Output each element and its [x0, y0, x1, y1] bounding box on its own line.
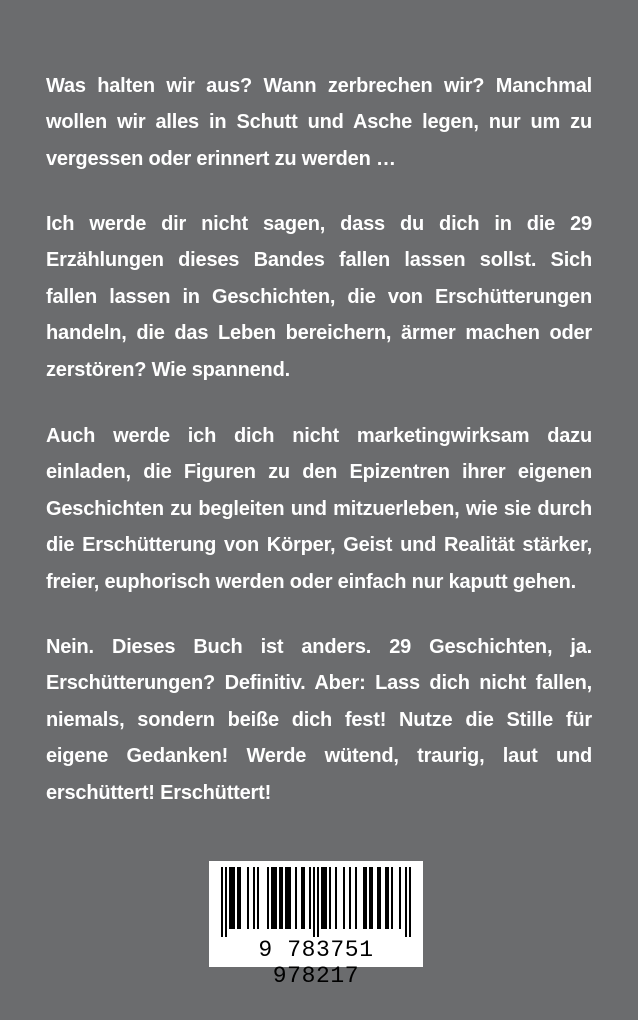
barcode-bar: [365, 867, 367, 929]
barcode-bar: [335, 867, 337, 929]
barcode-bars: [217, 867, 415, 937]
blurb-line: erschüttert! Erschüttert!: [46, 781, 272, 804]
blurb-paragraph-4: [46, 629, 592, 811]
barcode-bar: [343, 867, 345, 929]
barcode-bar: [409, 867, 411, 937]
barcode-bar: [349, 867, 351, 929]
blurb-paragraph-2: [46, 206, 592, 388]
barcode-bar: [257, 867, 259, 929]
barcode-bar: [363, 867, 365, 929]
blurb-line: eigene Gedanken! Werde wütend, traurig, laut und: [46, 745, 592, 768]
barcode-bar: [289, 867, 291, 929]
blurb-line: einladen, die Figuren zu den Epizentren ihrer eigenen: [46, 461, 592, 484]
blurb-line: Auch werde ich dich nicht marketingwirksam dazu: [46, 425, 592, 447]
barcode-bar: [321, 867, 323, 929]
blurb-line: Erschütterungen? Definitiv. Aber: Lass dich nicht fallen,: [46, 672, 592, 695]
barcode-bar: [399, 867, 401, 929]
barcode-bar: [317, 867, 319, 937]
barcode-bar: [405, 867, 407, 937]
barcode-bar: [239, 867, 241, 929]
barcode-bar: [301, 867, 303, 929]
barcode-bar: [225, 867, 227, 937]
barcode-bar: [279, 867, 281, 929]
barcode-bar: [387, 867, 389, 929]
blurb-line: die Erschütterung von Körper, Geist und Realität stärker,: [46, 534, 592, 557]
barcode-bar: [273, 867, 275, 929]
barcode-bar: [287, 867, 289, 929]
barcode-bar: [313, 867, 315, 937]
barcode-bar: [377, 867, 379, 929]
barcode-bar: [385, 867, 387, 929]
barcode-bar: [247, 867, 249, 929]
barcode-bar: [229, 867, 231, 929]
barcode-bar: [391, 867, 393, 929]
blurb-line: Erzählungen dieses Bandes fallen lassen sollst. Sich: [46, 249, 592, 272]
barcode-bar: [271, 867, 273, 929]
barcode-bar: [281, 867, 283, 929]
barcode-bar: [323, 867, 325, 929]
barcode-bar: [325, 867, 327, 929]
blurb-line: freier, euphorisch werden oder einfach nur kaputt gehen.: [46, 570, 577, 593]
barcode-bar: [295, 867, 297, 929]
blurb-line: handeln, die das Leben bereichern, ärmer machen oder: [46, 322, 592, 345]
blurb-line: Nein. Dieses Buch ist anders. 29 Geschichten, ja.: [46, 636, 592, 658]
blurb-line: zerstören? Wie spannend.: [46, 358, 290, 381]
barcode-bar: [371, 867, 373, 929]
barcode-bar: [369, 867, 371, 929]
blurb-line: wollen wir alles in Schutt und Asche legen, nur um zu: [46, 111, 592, 134]
barcode-bar: [267, 867, 269, 929]
blurb-line: niemals, sondern beiße dich fest! Nutze die Stille für: [46, 708, 592, 731]
barcode-bar: [233, 867, 235, 929]
barcode-bar: [309, 867, 311, 929]
barcode-bar: [221, 867, 223, 937]
barcode-bar: [253, 867, 255, 929]
barcode-bar: [303, 867, 305, 929]
blurb-paragraph-1: [46, 68, 592, 177]
barcode-bar: [379, 867, 381, 929]
barcode-bar: [275, 867, 277, 929]
isbn-digits: 9 783751 978217: [258, 937, 374, 989]
barcode-bar: [285, 867, 287, 929]
blurb-line: Geschichten zu begleiten und mitzuerleben, wie sie durch: [46, 497, 592, 520]
barcode-bar: [329, 867, 331, 929]
blurb-paragraph-3: [46, 418, 592, 600]
barcode-bar: [237, 867, 239, 929]
barcode-bar: [355, 867, 357, 929]
blurb-line: fallen lassen in Geschichten, die von Erschütterungen: [46, 285, 592, 308]
blurb-line: Ich werde dir nicht sagen, dass du dich in die 29: [46, 213, 592, 235]
blurb-line: Was halten wir aus? Wann zerbrechen wir? Manchmal: [46, 75, 592, 97]
barcode-bar: [231, 867, 233, 929]
blurb-line: vergessen oder erinnert zu werden …: [46, 147, 396, 170]
isbn-barcode: [209, 861, 423, 989]
